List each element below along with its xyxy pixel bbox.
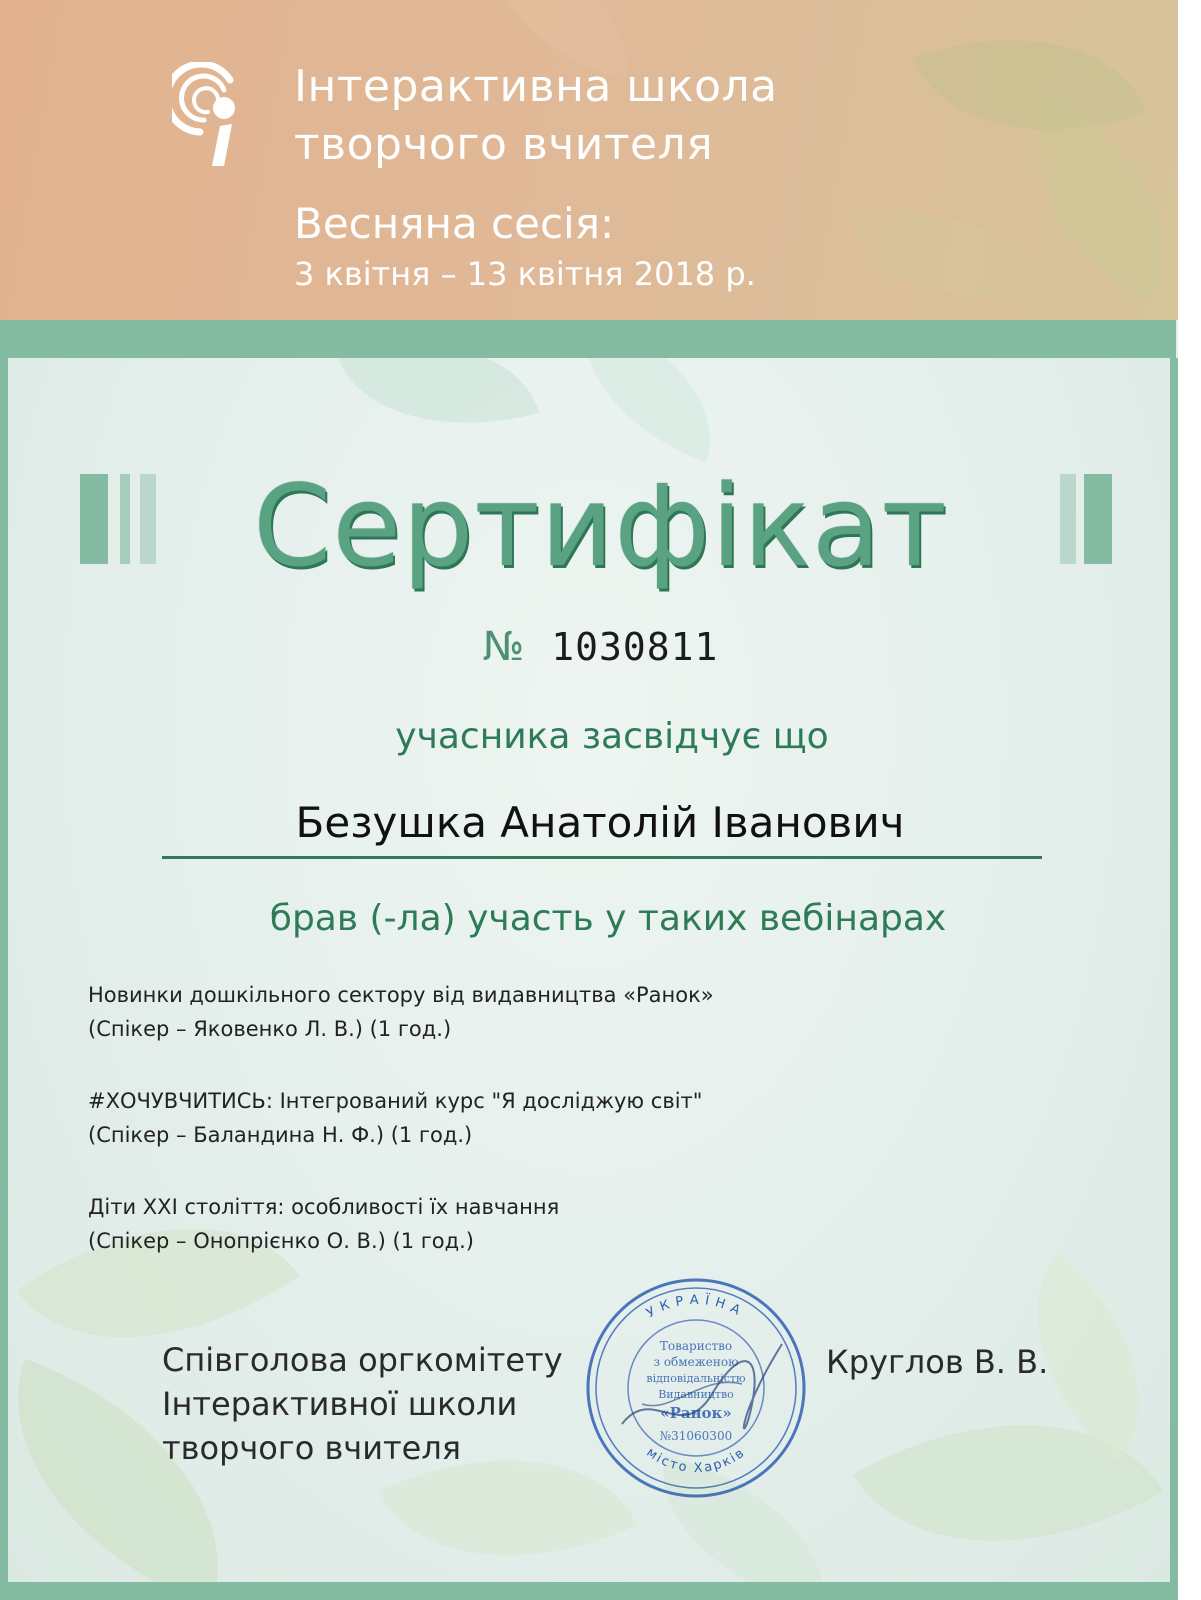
stamp-bottom-text: місто Харків [643,1445,749,1477]
certifies-text: учасника засвідчує що [395,716,829,757]
page-margin [1178,0,1201,1600]
stamp-code: №31060300 [659,1429,733,1443]
school-name-line2: творчого вчителя [294,119,714,170]
stamp-line: відповідальністю [646,1372,746,1385]
participant-name: Безушка Анатолій Іванович [295,798,905,847]
stamp-line: Видавництво [658,1388,734,1401]
signer-role-line2: Інтерактивної школи [162,1385,518,1423]
stamp-line: «Ранок» [660,1404,732,1422]
webinar-title: #ХОЧУВЧИТИСЬ: Інтегрований курс "Я досліджую світ" [88,1089,703,1113]
decorative-leaf [852,186,1039,320]
frame-top-band [0,320,1176,358]
stamp-line: з обмеженою [653,1355,739,1369]
school-name-line1: Інтерактивна школа [294,61,778,112]
certificate-number-row [0,624,1201,670]
certificate-number: 1030811 [551,625,719,669]
webinar-title: Новинки дошкільного сектору від видавництва «Ранок» [88,983,714,1007]
webinar-item [88,1084,702,1152]
number-sign: № [482,624,525,670]
signer-name: Круглов В. В. [826,1343,1049,1381]
webinar-item [88,978,714,1046]
official-stamp [582,1274,810,1502]
signer-role [162,1338,563,1470]
decorative-leaf [337,358,539,459]
webinar-item [88,1190,559,1258]
webinar-speaker: (Спікер – Баландина Н. Ф.) (1 год.) [88,1123,473,1147]
school-name [294,58,778,174]
decorative-leaf [556,358,741,462]
certificate-title: Сертифікат [253,462,948,592]
stamp-top-text: УКРАЇНА [644,1292,748,1322]
stamp-line: Товариство [659,1339,733,1353]
session-dates: 3 квітня – 13 квітня 2018 р. [294,255,756,293]
signer-role-line3: творчого вчителя [162,1429,462,1467]
signer-role-line1: Співголова оргкомітету [162,1341,563,1379]
webinar-speaker: (Спікер – Онопрієнко О. В.) (1 год.) [88,1229,474,1253]
webinar-title: Діти XXI століття: особливості їх навчання [88,1195,560,1219]
webinar-speaker: (Спікер – Яковенко Л. В.) (1 год.) [88,1017,452,1041]
name-underline [162,856,1042,859]
session-label: Весняна сесія: [294,199,615,248]
frame-bottom-band [0,1582,1178,1600]
school-logo-icon [172,62,252,172]
header-banner [0,0,1180,320]
participated-text: брав (-ла) участь у таких вебінарах [269,898,947,939]
